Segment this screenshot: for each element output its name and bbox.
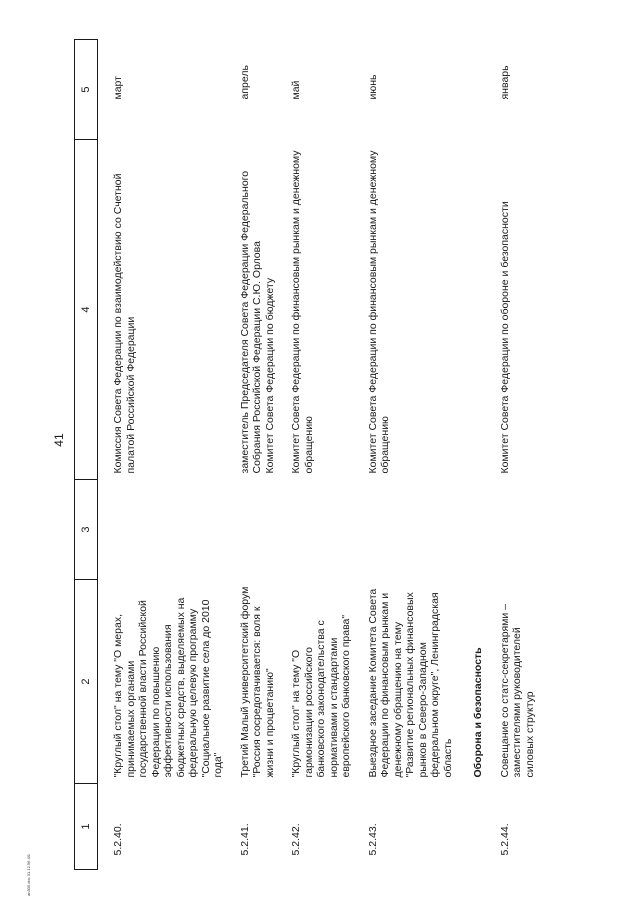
table-row	[367, 40, 455, 870]
responsible-text: Комиссия Совета Федерации по взаимодействию со Счетной палатой Российской Федерации	[112, 173, 137, 474]
date-text: январь	[498, 65, 511, 100]
responsible-text: Комитет Совета Федерации по обороне и безопасности	[498, 201, 511, 474]
row-number: 5.2.44.	[498, 823, 511, 856]
column-header: 2	[75, 580, 98, 784]
row-number: 5.2.41.	[238, 823, 251, 856]
events-table	[74, 39, 536, 870]
row-number: 5.2.43.	[366, 823, 379, 856]
section-row	[468, 40, 485, 870]
date-text: апрель	[238, 65, 251, 100]
date-text: май	[290, 80, 302, 100]
row-number: 5.2.40.	[112, 823, 124, 856]
column-header: 3	[75, 480, 98, 580]
column-header: 1	[75, 784, 98, 870]
row-number: 5.2.42.	[290, 823, 302, 856]
table-row	[239, 40, 277, 870]
date-text: июнь	[366, 74, 379, 100]
responsible-text: Комитет Совета Федерации по финансовым рынкам и денежному обращению	[290, 150, 315, 474]
event-text: Выездное заседание Комитета Совета Федерации по финансовым рынкам и денежному обращению на тему "Развитие региональных финансовых рынков в Северо-Западном федеральном округе", Ленинградская область	[366, 588, 454, 778]
event-text: Третий Малый университетский форум "Россия сосредотачивается: воля к жизни и процветанию"	[238, 586, 276, 778]
table-row	[290, 40, 353, 870]
event-text: Совещание со статс-секретарями – заместителями руководителей силовых структур	[498, 603, 536, 778]
table-header-row	[75, 40, 98, 870]
responsible-text: заместитель Председателя Совета Федерации Федерального Собрания Российской Федерации С.Ю. Орлова Комитет Совета Федерации по бюджету	[238, 170, 276, 474]
table-row	[112, 40, 225, 870]
page-number: 41	[52, 433, 66, 447]
event-text: "Круглый стол" на тему "О мерах, принимаемых органами государственной власти Российской Федерации по повышению эффективности использования бюджетных средств, выделяемых на федеральную целевую программу "Социальное развитие села до 2010 года"	[112, 597, 224, 778]
footer-text: an305.doc 31.12.96 4/1	[26, 853, 31, 896]
date-text: март	[112, 76, 124, 100]
event-text: "Круглый стол" на тему "О гармонизации российского банковского законодательства с нормативами и стандартами европейского банковского права"	[290, 614, 352, 778]
section-title: Оборона и безопасность	[472, 647, 484, 778]
responsible-text: Комитет Совета Федерации по финансовым рынкам и денежному обращению	[366, 150, 391, 474]
table-row	[499, 40, 537, 870]
column-header: 4	[75, 140, 98, 480]
column-header: 5	[75, 40, 98, 140]
